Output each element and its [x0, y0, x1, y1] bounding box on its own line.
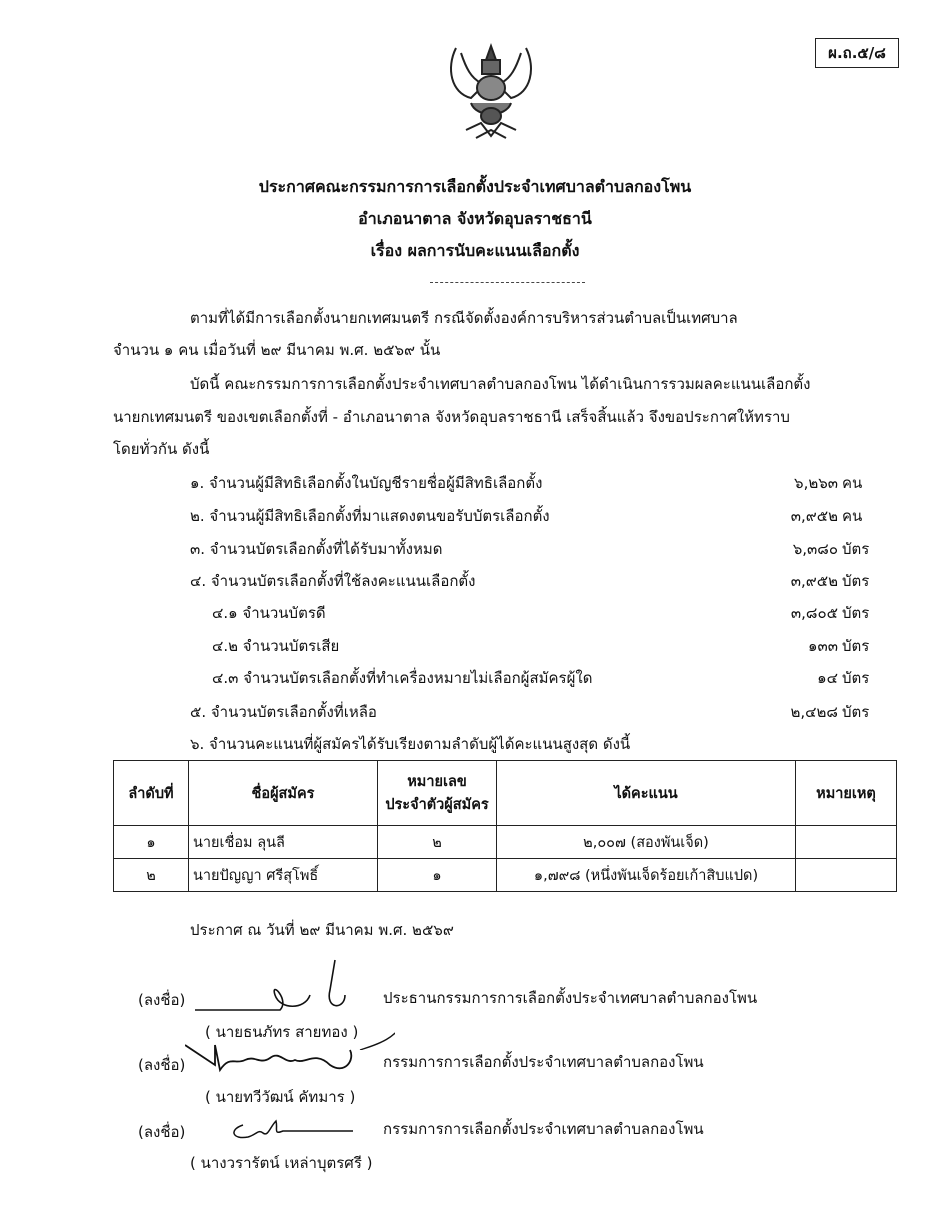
para2-line1: บัดนี้ คณะกรรมการการเลือกตั้งประจำเทศบาลตำบลกองโพน ได้ดำเนินการรวมผลคะแนนเลือกตั้ง: [190, 375, 811, 393]
col-number-line1: หมายเลข: [407, 774, 467, 790]
cell-rank: ๑: [114, 826, 189, 859]
stat-unit: บัตร: [842, 540, 870, 558]
signature-mark-icon: [185, 1040, 365, 1080]
col-name: ชื่อผู้สมัคร: [189, 761, 378, 826]
results-table: [113, 760, 897, 892]
stat-label: ๒. จำนวนผู้มีสิทธิเลือกตั้งที่มาแสดงตนขอรับบัตรเลือกตั้ง: [190, 507, 550, 525]
cell-name: นายเชื่อม ลุนลี: [189, 826, 378, 859]
stat-unit: บัตร: [842, 703, 870, 721]
form-code-box: ผ.ถ.๕/๘: [815, 38, 899, 68]
sign-label: (ลงชื่อ): [138, 991, 186, 1009]
signature-mark-icon: [228, 1115, 358, 1145]
col-number-line2: ประจำตัวผู้สมัคร: [385, 797, 489, 813]
stat-unit: บัตร: [842, 637, 870, 655]
col-score: ได้คะแนน: [497, 761, 796, 826]
cell-rank: ๒: [114, 859, 189, 892]
para2-line3: โดยทั่วกัน ดังนี้: [113, 440, 210, 458]
announce-date: ประกาศ ณ วันที่ ๒๙ มีนาคม พ.ศ. ๒๕๖๙: [190, 921, 454, 939]
signer-position: ประธานกรรมการการเลือกตั้งประจำเทศบาลตำบลกองโพน: [383, 989, 758, 1007]
stat-value: ๓,๙๕๒: [790, 572, 838, 590]
stat-label: ๔.๒ จำนวนบัตรเสีย: [212, 637, 340, 655]
cell-score: ๒,๐๐๗ (สองพันเจ็ด): [497, 826, 796, 859]
stat-label: ๔.๓ จำนวนบัตรเลือกตั้งที่ทำเครื่องหมายไม่เลือกผู้สมัครผู้ใด: [212, 669, 593, 687]
stat-value: ๖,๓๘๐: [792, 540, 838, 558]
sign-label: (ลงชื่อ): [138, 1056, 186, 1074]
stat-label: ๑. จำนวนผู้มีสิทธิเลือกตั้งในบัญชีรายชื่อผู้มีสิทธิเลือกตั้ง: [190, 474, 543, 492]
signer-name: ( นายทวีวัฒน์ คัทมาร ): [205, 1088, 356, 1106]
stat-value: ๑๓๓: [807, 637, 838, 655]
signer-position: กรรมการการเลือกตั้งประจำเทศบาลตำบลกองโพน: [383, 1053, 704, 1071]
cell-number: ๑: [378, 859, 497, 892]
table-header-row: [114, 761, 897, 826]
stat-value: ๖,๒๖๓: [794, 474, 838, 492]
stat-unit: คน: [842, 474, 863, 492]
signer-name: ( นางวรารัตน์ เหล่าบุตรศรี ): [190, 1154, 373, 1172]
stat-unit: บัตร: [842, 572, 870, 590]
cell-number: ๒: [378, 826, 497, 859]
stat-unit: คน: [842, 507, 863, 525]
stat-value: ๓,๙๕๒: [790, 507, 838, 525]
signer-position: กรรมการการเลือกตั้งประจำเทศบาลตำบลกองโพน: [383, 1120, 704, 1138]
stat-value: ๓,๘๐๕: [790, 604, 838, 622]
divider: [430, 282, 585, 283]
col-remark: หมายเหตุ: [796, 761, 897, 826]
garuda-emblem-icon: [436, 38, 546, 148]
sign-label: (ลงชื่อ): [138, 1123, 186, 1141]
header-line-3: เรื่อง ผลการนับคะแนนเลือกตั้ง: [370, 241, 580, 260]
para2-line2: นายกเทศมนตรี ของเขตเลือกตั้งที่ - อำเภอนาตาล จังหวัดอุบลราชธานี เสร็จสิ้นแล้ว จึงขอประกาศให้ทราบ: [113, 408, 790, 426]
cell-remark: [796, 826, 897, 859]
stat-unit: บัตร: [842, 669, 870, 687]
cell-name: นายปัญญา ศรีสุโพธิ์: [189, 859, 378, 892]
signer-name: ( นายธนภัทร สายทอง ): [205, 1023, 359, 1041]
table-row: [114, 826, 897, 859]
header-line-1: ประกาศคณะกรรมการการเลือกตั้งประจำเทศบาลตำบลกองโพน: [258, 177, 692, 196]
stat-label: ๔. จำนวนบัตรเลือกตั้งที่ใช้ลงคะแนนเลือกตั้ง: [190, 572, 476, 590]
stat-label: ๖. จำนวนคะแนนที่ผู้สมัครได้รับเรียงตามลำดับผู้ได้คะแนนสูงสุด ดังนี้: [190, 735, 631, 753]
stat-label: ๓. จำนวนบัตรเลือกตั้งที่ได้รับมาทั้งหมด: [190, 540, 443, 558]
col-number: [378, 761, 497, 826]
stat-value: ๒,๔๒๘: [790, 703, 838, 721]
stat-value: ๑๔: [817, 669, 838, 687]
para1-line1: ตามที่ได้มีการเลือกตั้งนายกเทศมนตรี กรณีจัดตั้งองค์การบริหารส่วนตำบลเป็นเทศบาล: [190, 309, 738, 327]
table-row: [114, 859, 897, 892]
cell-score: ๑,๗๙๘ (หนึ่งพันเจ็ดร้อยเก้าสิบแปด): [497, 859, 796, 892]
stat-unit: บัตร: [842, 604, 870, 622]
para1-line2: จำนวน ๑ คน เมื่อวันที่ ๒๙ มีนาคม พ.ศ. ๒๕๖๙ นั้น: [113, 341, 441, 359]
stat-label: ๔.๑ จำนวนบัตรดี: [212, 604, 326, 622]
cell-remark: [796, 859, 897, 892]
stat-label: ๕. จำนวนบัตรเลือกตั้งที่เหลือ: [190, 703, 377, 721]
col-rank: ลำดับที่: [114, 761, 189, 826]
header-line-2: อำเภอนาตาล จังหวัดอุบลราชธานี: [358, 209, 592, 228]
